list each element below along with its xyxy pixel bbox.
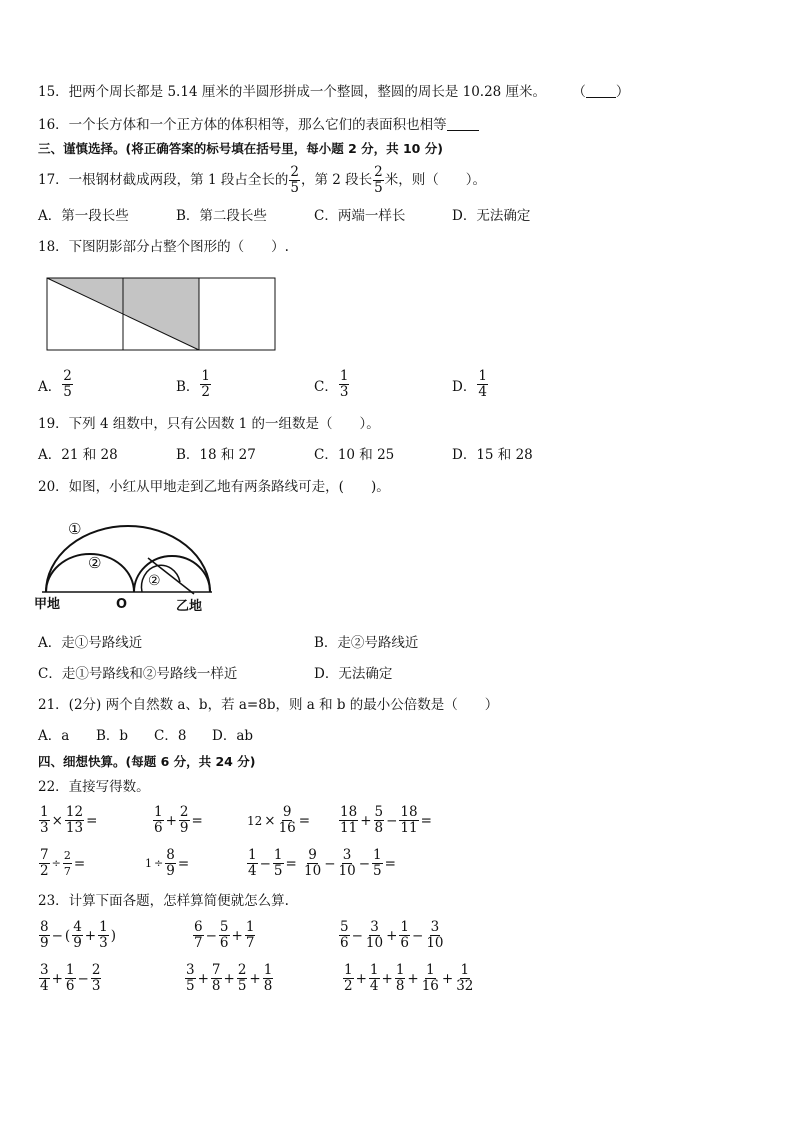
question-15-text: 15．把两个周长都是 5.14 厘米的半圆形拼成一个整圆，整圆的周长是 10.28 厘米。 [38, 84, 547, 100]
option-a[interactable]: A．21 和 28 [38, 447, 118, 463]
option-c[interactable]: C．走①号路线和②号路线一样近 [38, 666, 238, 682]
center-label: O [116, 597, 128, 612]
option-d[interactable]: D．ab [212, 728, 254, 744]
route-2-label-small: ② [148, 573, 161, 589]
fraction: $\frac{2}{5}$ [290, 163, 299, 196]
question-17: 17．一根钢材截成两段，第 1 段占全长的 $\frac{2}{5}$ ，第 2 段长 $\frac{2}{5}$ 米，则（ ）。 [38, 163, 486, 196]
expression: $\frac{8}{9}$ − ( $\frac{4}{9}$ + $\frac{1}{3}$ ) [40, 919, 116, 951]
option-a[interactable]: A．第一段长些 [38, 208, 129, 224]
answer-blank[interactable] [586, 83, 616, 98]
expression: $\frac{1}{6}$ + $\frac{2}{9}$ = [154, 804, 203, 836]
option-c[interactable]: C．10 和 25 [314, 447, 395, 463]
question-16-text: 16．一个长方体和一个正方体的体积相等，那么它们的表面积也相等 [38, 117, 447, 133]
expression: $\frac{5}{6}$ − $\frac{3}{10}$ + $\frac{1}{6}$ − $\frac{3}{10}$ [340, 919, 444, 951]
route-1-label: ① [68, 520, 82, 538]
expression: $\frac{6}{7}$ − $\frac{5}{6}$ + $\frac{1}{7}$ [194, 919, 255, 951]
expression: 1 ÷ $\frac{8}{9}$ = [145, 847, 190, 879]
option-a[interactable]: A．走①号路线近 [38, 635, 143, 651]
option-b[interactable]: B．b [96, 728, 129, 744]
option-a[interactable]: A．a [38, 728, 70, 744]
option-d[interactable]: D． $\frac{1}{4}$ [452, 368, 487, 400]
section-3-title: 三、谨慎选择。(将正确答案的标号填在括号里，每小题 2 分，共 10 分) [38, 141, 443, 156]
end-label: 乙地 [176, 599, 203, 614]
option-c[interactable]: C．8 [154, 728, 187, 744]
question-16 [38, 115, 479, 135]
option-b[interactable]: B．走②号路线近 [314, 635, 419, 651]
expression: $\frac{1}{2}$ + $\frac{1}{4}$ + $\frac{1}{8}$ + $\frac{1}{16}$ + $\frac{1}{32}$ [344, 962, 474, 994]
question-15: 15．把两个周长都是 5.14 厘米的半圆形拼成一个整圆，整圆的周长是 10.28 厘米。 （ ） [38, 84, 630, 100]
question-20-text: 20．如图，小红从甲地走到乙地有两条路线可走，( )。 [38, 479, 390, 495]
question-21-text: 21．(2分) 两个自然数 a、b，若 a=8b，则 a 和 b 的最小公倍数是（ ） [38, 697, 499, 713]
question-18-text: 18．下图阴影部分占整个图形的（ ）. [38, 239, 289, 255]
option-a[interactable]: A． $\frac{2}{5}$ [38, 368, 72, 400]
expression: $\frac{1}{3}$ × $\frac{12}{13}$ = [40, 804, 98, 836]
option-d[interactable]: D．15 和 28 [452, 447, 533, 463]
expression: 12 × $\frac{9}{16}$ = [247, 804, 311, 836]
option-d[interactable]: D．无法确定 [314, 666, 393, 682]
expression: $\frac{1}{4}$ − $\frac{1}{5}$ = [248, 847, 297, 879]
option-b[interactable]: B． $\frac{1}{2}$ [176, 368, 211, 400]
expression: $\frac{9}{10}$ − $\frac{3}{10}$ − $\frac{1}{5}$ = [304, 847, 396, 879]
start-label: 甲地 [34, 597, 61, 612]
route-2-label: ② [88, 554, 102, 572]
semicircle-routes-figure [34, 512, 218, 618]
expression: $\frac{3}{4}$ + $\frac{1}{6}$ − $\frac{2}{3}$ [40, 962, 101, 994]
expression: $\frac{3}{5}$ + $\frac{7}{8}$ + $\frac{2}{5}$ + $\frac{1}{8}$ [186, 962, 273, 994]
expression: $\frac{7}{2}$ ÷ $\frac{2}{7}$ = [40, 847, 86, 879]
option-c[interactable]: C．两端一样长 [314, 208, 406, 224]
option-b[interactable]: B．第二段长些 [176, 208, 267, 224]
question-22-text: 22．直接写得数。 [38, 779, 150, 795]
option-d[interactable]: D．无法确定 [452, 208, 531, 224]
fraction: $\frac{2}{5}$ [374, 163, 383, 196]
option-b[interactable]: B．18 和 27 [176, 447, 256, 463]
shaded-rectangle-figure [44, 275, 278, 353]
answer-blank[interactable] [447, 116, 479, 131]
question-23-text: 23．计算下面各题，怎样算简便就怎么算. [38, 893, 289, 909]
section-4-title: 四、细想快算。(每题 6 分，共 24 分) [38, 754, 256, 769]
question-19-text: 19．下列 4 组数中，只有公因数 1 的一组数是（ ）。 [38, 416, 380, 432]
option-c[interactable]: C． $\frac{1}{3}$ [314, 368, 349, 400]
expression: $\frac{18}{11}$ + $\frac{5}{8}$ − $\frac{18}{11}$ = [340, 804, 432, 836]
